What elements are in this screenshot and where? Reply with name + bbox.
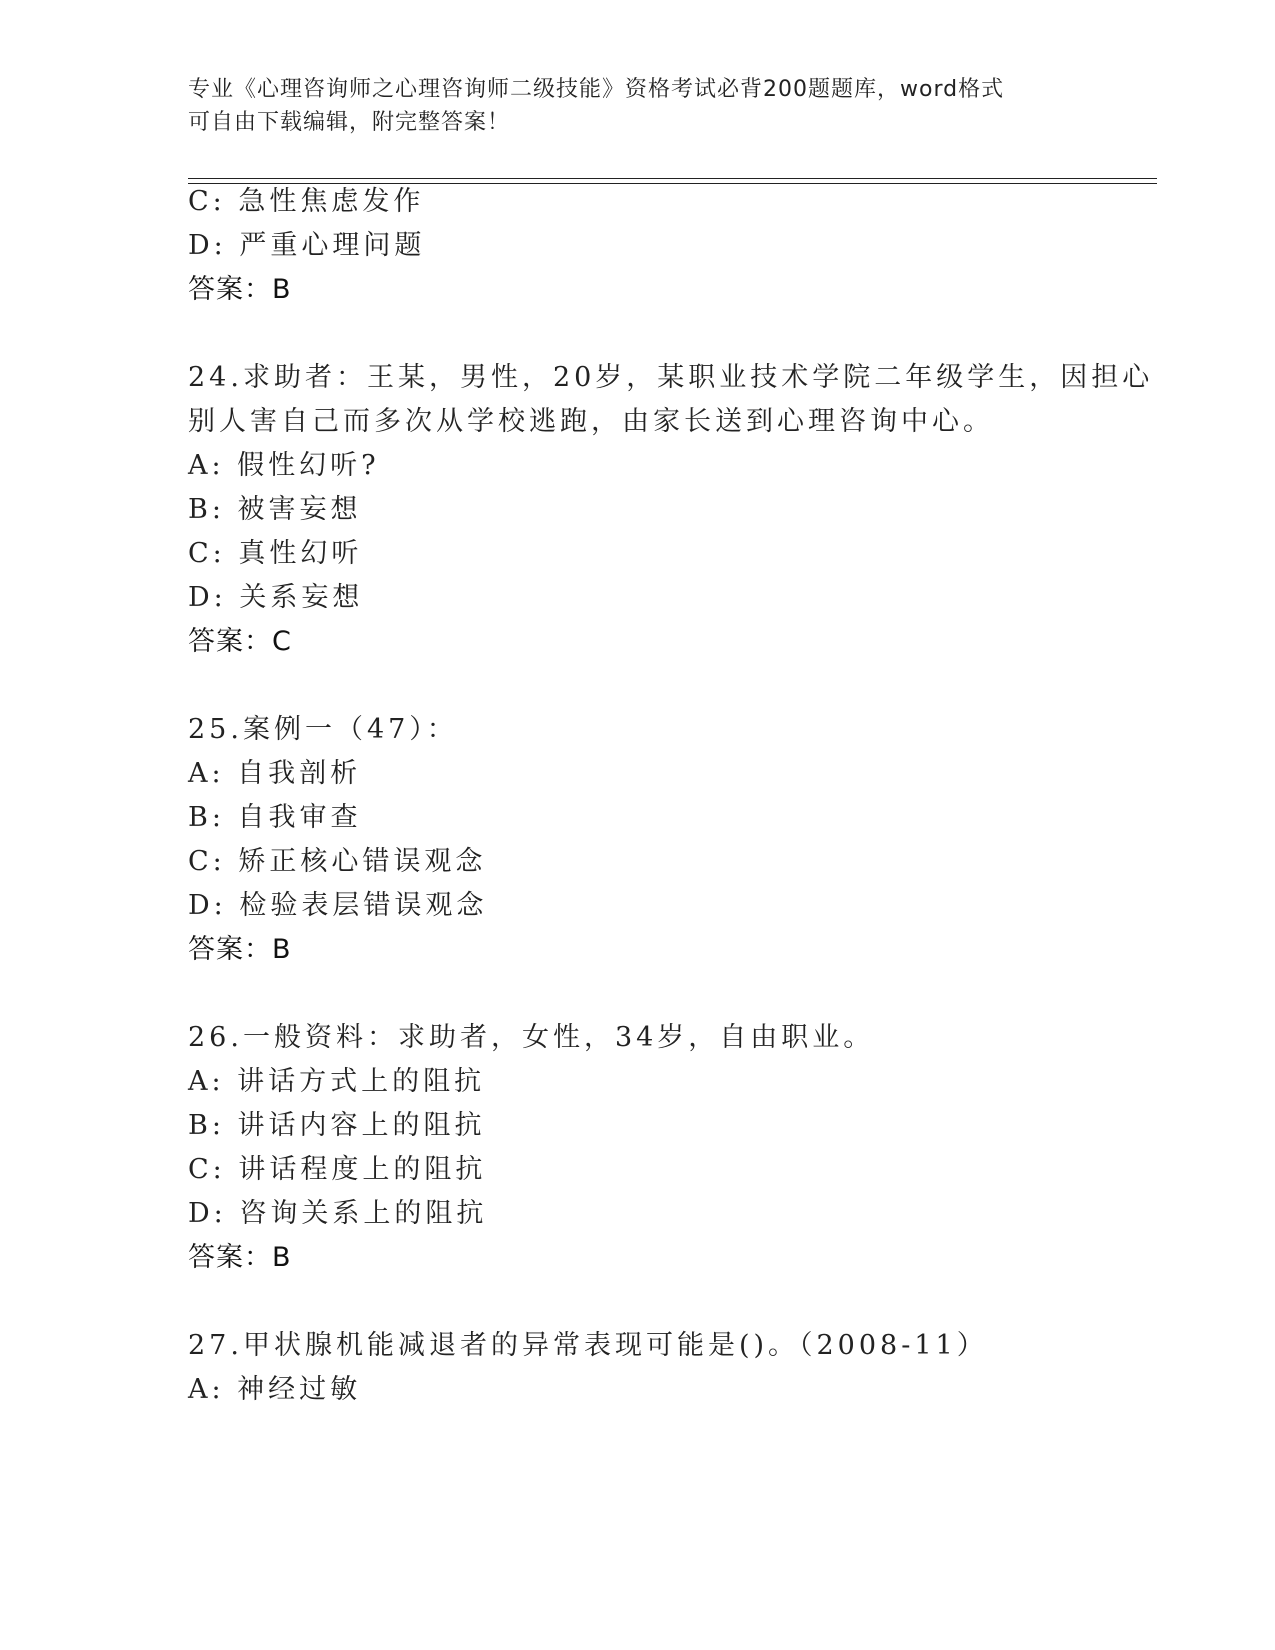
q25-option-d: D: 检验表层错误观念	[188, 890, 488, 921]
header-divider-bottom	[188, 183, 1157, 184]
q24-option-d: D: 关系妄想	[188, 582, 364, 613]
q25-option-b: B: 自我审查	[188, 802, 362, 833]
q27-stem: 27.甲状腺机能减退者的异常表现可能是()。（2008-11）	[188, 1330, 988, 1361]
q24-option-b: B: 被害妄想	[188, 494, 362, 525]
q25-option-a: A: 自我剖析	[188, 758, 362, 789]
q26-option-a: A: 讲话方式上的阻抗	[188, 1066, 486, 1097]
q24-answer: 答案：C	[188, 626, 292, 657]
q26-option-c: C: 讲话程度上的阻抗	[188, 1154, 487, 1185]
q26-answer: 答案：B	[188, 1242, 292, 1273]
q23-option-c: C: 急性焦虑发作	[188, 186, 425, 217]
header-line-2: 可自由下载编辑，附完整答案！	[188, 110, 511, 135]
header-divider-top	[188, 178, 1157, 179]
q26-option-b: B: 讲话内容上的阻抗	[188, 1110, 486, 1141]
q26-stem: 26.一般资料：求助者，女性，34岁，自由职业。	[188, 1022, 875, 1053]
q24-option-c: C: 真性幻听	[188, 538, 363, 569]
q23-answer: 答案：B	[188, 274, 292, 305]
q25-stem: 25.案例一（47）：	[188, 714, 458, 745]
q25-option-c: C: 矫正核心错误观念	[188, 846, 487, 877]
q27-option-a: A: 神经过敏	[188, 1374, 362, 1405]
document-header	[188, 73, 1088, 139]
q24-stem-line-2: 别人害自己而多次从学校逃跑，由家长送到心理咨询中心。	[188, 406, 994, 437]
q24-option-a: A: 假性幻听?	[188, 450, 380, 481]
header-line-1: 专业《心理咨询师之心理咨询师二级技能》资格考试必背200题题库，word格式	[188, 77, 1005, 102]
q25-answer: 答案：B	[188, 934, 292, 965]
q23-option-d: D: 严重心理问题	[188, 230, 426, 261]
q24-stem-line-1: 24.求助者：王某，男性，20岁，某职业技术学院二年级学生，因担心	[188, 362, 1154, 393]
q26-option-d: D: 咨询关系上的阻抗	[188, 1198, 488, 1229]
